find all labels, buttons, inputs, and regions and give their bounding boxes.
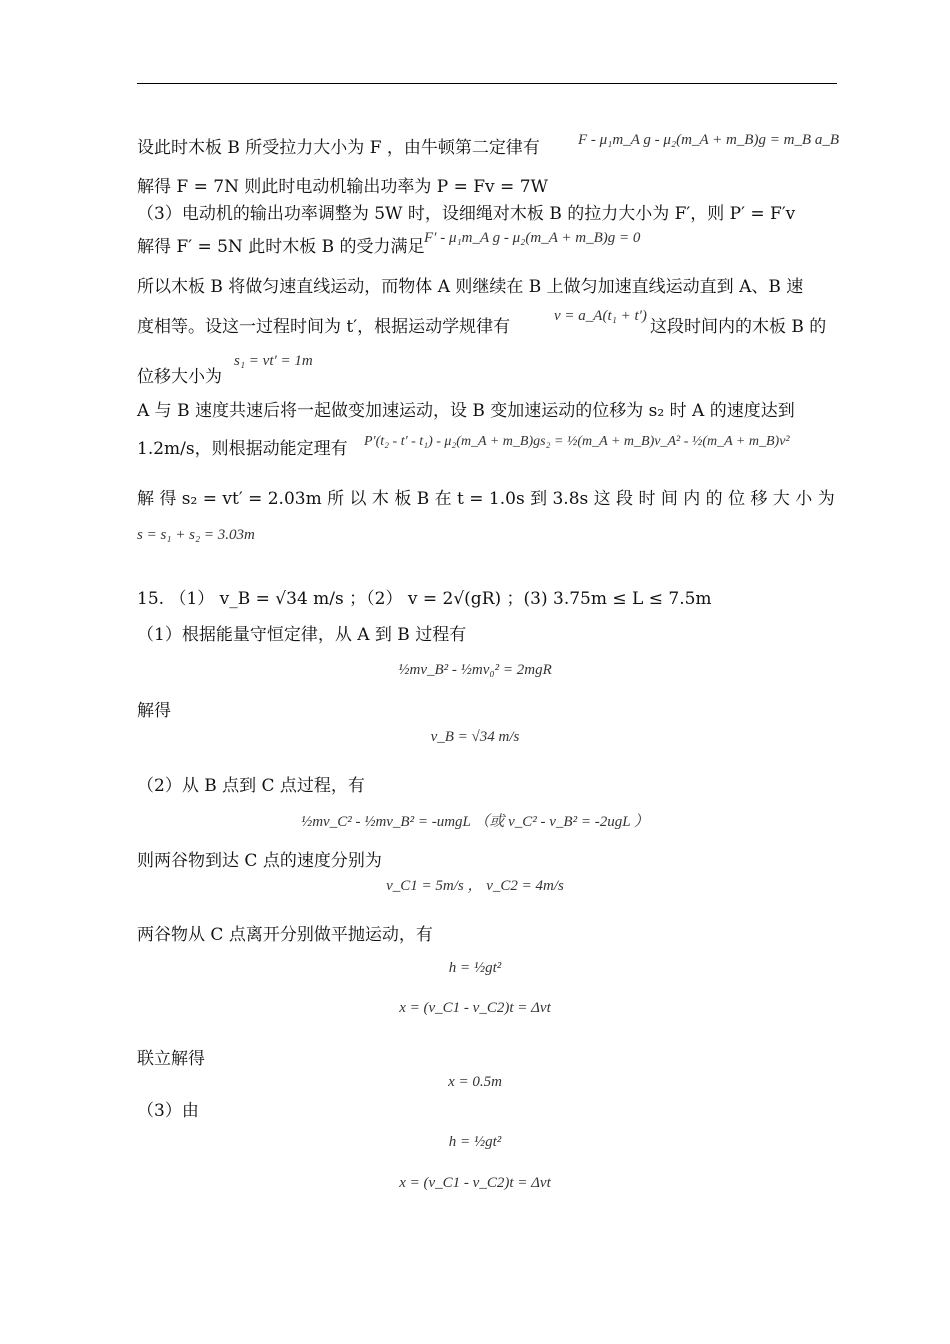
paragraph-line: （1）根据能量守恒定律，从 A 到 B 过程有 — [137, 625, 467, 645]
equation: v_B = √34 m/s — [430, 729, 520, 745]
equation: s₁ = vt′ = 1m — [234, 353, 313, 369]
equation: P′(t₂ - t′ - t₁) - μ₂(m_A + m_B)gs₂ = ½(m_A + m_B)v_A² - ½(m_A + m_B)v² — [364, 434, 790, 449]
equation: h = ½gt² — [448, 960, 502, 976]
paragraph-line: 度相等。设这一过程时间为 t′，根据运动学规律有 — [137, 317, 511, 337]
answer-header: 15. （1） v_B = √34 m/s ；（2） v = 2√(gR) ；(3) 3.75m ≤ L ≤ 7.5m — [137, 589, 712, 609]
paragraph-line: 解得 — [137, 701, 171, 721]
paragraph-line: 所以木板 B 将做匀速直线运动，而物体 A 则继续在 B 上做匀加速直线运动直到 A、B 速 — [137, 277, 804, 297]
paragraph-line: 则两谷物到达 C 点的速度分别为 — [137, 851, 382, 871]
header-rule — [137, 83, 837, 84]
paragraph-line: 设此时木板 B 所受拉力大小为 F ，由牛顿第二定律有 — [137, 138, 540, 158]
paragraph-line: 解得 F = 7N 则此时电动机输出功率为 P = Fv = 7W — [137, 177, 548, 197]
equation: v = a_A(t₁ + t′) — [554, 308, 647, 324]
equation: x = (v_C1 - v_C2)t = Δvt — [399, 1000, 551, 1016]
paragraph-line: A 与 B 速度共速后将一起做变加速运动，设 B 变加速运动的位移为 s₂ 时 A 的速度达到 — [137, 401, 795, 421]
paragraph-line: 解得 F′ = 5N 此时木板 B 的受力满足 — [137, 237, 425, 257]
equation: ½mv_C² - ½mv_B² = -umgL （或 v_C² - v_B² = -2ugL ） — [300, 814, 650, 830]
equation: F′ - μ₁m_A g - μ₂(m_A + m_B)g = 0 — [424, 230, 641, 246]
paragraph-line: 这段时间内的木板 B 的 — [650, 317, 827, 337]
paragraph-line: （3）电动机的输出功率调整为 5W 时，设细绳对木板 B 的拉力大小为 F′，则 P′ = F′v — [137, 204, 796, 224]
paragraph-line: （3）由 — [137, 1101, 199, 1121]
equation: x = 0.5m — [448, 1074, 502, 1090]
paragraph-line: （2）从 B 点到 C 点过程，有 — [137, 776, 365, 796]
equation: s = s₁ + s₂ = 3.03m — [137, 527, 255, 543]
paragraph-line: 两谷物从 C 点离开分别做平抛运动，有 — [137, 925, 433, 945]
equation: h = ½gt² — [448, 1134, 502, 1150]
paragraph-line: 位移大小为 — [137, 367, 222, 387]
equation: v_C1 = 5m/s ， v_C2 = 4m/s — [386, 878, 564, 894]
paragraph-line: 联立解得 — [137, 1049, 205, 1069]
equation: x = (v_C1 - v_C2)t = Δvt — [399, 1175, 551, 1191]
equation: F - μ₁m_A g - μ₂(m_A + m_B)g = m_B a_B — [578, 132, 839, 148]
equation: ½mv_B² - ½mv₀² = 2mgR — [398, 662, 552, 678]
paragraph-line: 解 得 s₂ = vt′ = 2.03m 所 以 木 板 B 在 t = 1.0s 到 3.8s 这 段 时 间 内 的 位 移 大 小 为 — [137, 489, 835, 509]
paragraph-line: 1.2m/s，则根据动能定理有 — [137, 439, 348, 459]
